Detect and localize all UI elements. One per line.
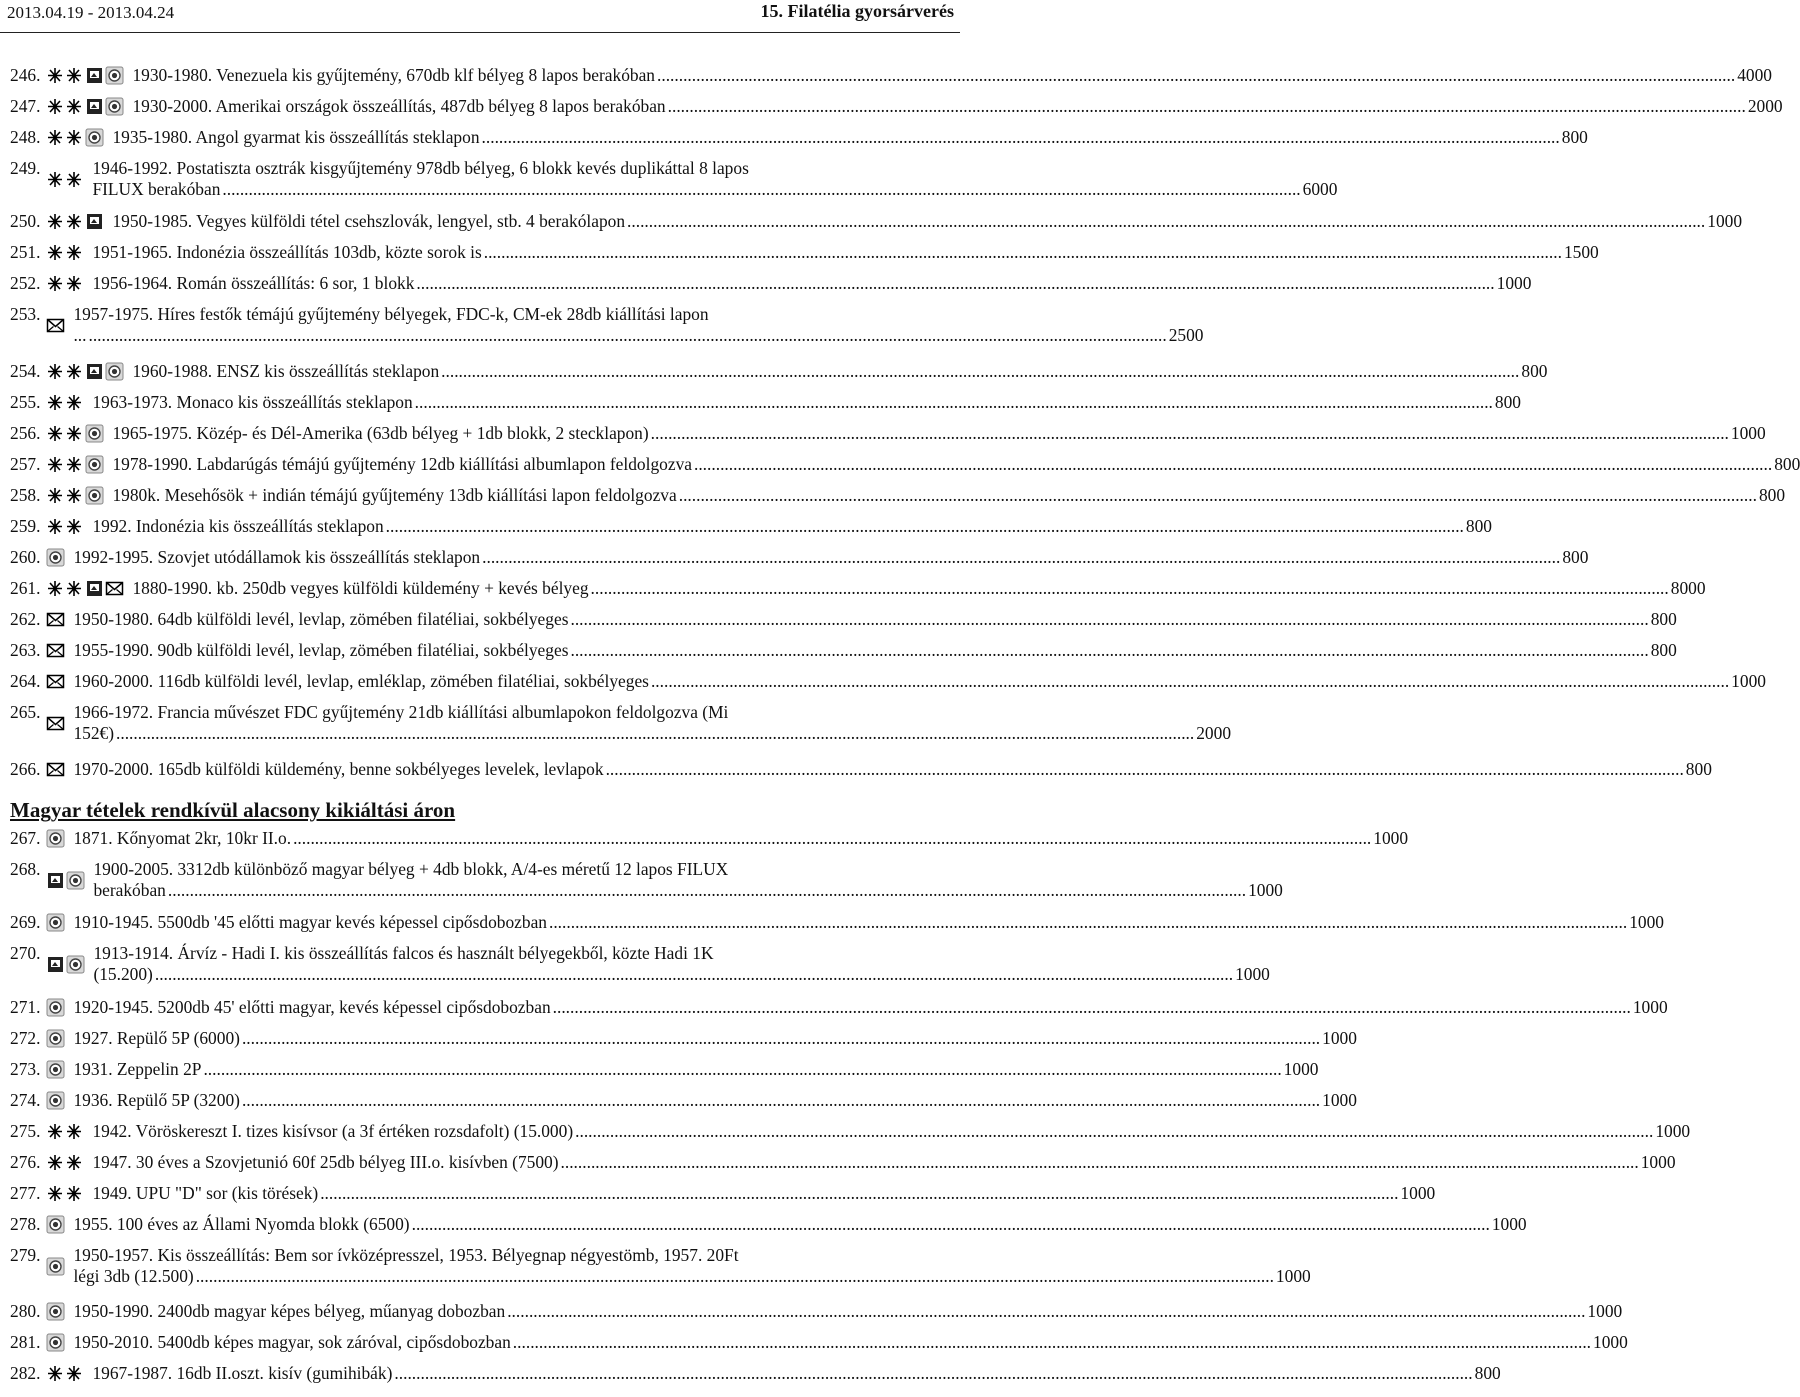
lot-description: 1950-1985. Vegyes külföldi tétel csehszlovák, lengyel, stb. 4 berakólapon	[112, 211, 626, 231]
section-heading: Magyar tételek rendkívül alacsony kikiáltási áron	[10, 798, 456, 822]
hinged-stamp-icon	[85, 212, 104, 231]
lot-number: 270.	[10, 943, 41, 963]
starting-price: 1000	[1593, 1332, 1628, 1352]
dot-leader	[484, 242, 1562, 263]
starting-price: 1000	[1632, 997, 1668, 1017]
dot-leader	[412, 1214, 1490, 1235]
lot-description: 1951-1965. Indonézia összeállítás 103db, közte sorok is	[92, 242, 482, 262]
hinged-stamp-icon	[85, 362, 104, 381]
lot-number: 282.	[10, 1363, 41, 1383]
dot-leader	[293, 828, 1371, 849]
condition-icons	[46, 454, 104, 475]
dot-leader	[570, 640, 1648, 661]
lot-number: 246.	[10, 65, 41, 85]
condition-icons	[46, 127, 104, 148]
lot-item	[10, 1183, 1436, 1204]
lot-description: 1949. UPU "D" sor (kis törések)	[92, 1183, 319, 1203]
mint-stamp-icon	[46, 424, 84, 443]
used-stamp-icon	[46, 1091, 65, 1110]
lot-description: 1980k. Mesehősök + indián témájú gyűjtemény 13db kiállítási lapon feldolgozva	[112, 485, 677, 505]
dot-leader	[168, 880, 1246, 901]
lot-item	[10, 1028, 1357, 1049]
lot-number: 255.	[10, 392, 41, 412]
condition-icons	[46, 1332, 65, 1353]
condition-icons	[46, 1028, 65, 1049]
lot-item	[10, 392, 1521, 413]
dot-leader	[416, 273, 1494, 294]
lot-item	[10, 1332, 1628, 1353]
condition-icons	[46, 547, 65, 568]
cover-envelope-icon	[46, 641, 65, 660]
used-stamp-icon	[46, 829, 65, 848]
starting-price: 1000	[1587, 1301, 1623, 1321]
lot-number: 266.	[10, 759, 41, 779]
condition-icons	[46, 912, 65, 933]
lot-item	[10, 547, 1589, 568]
lot-description: 1965-1975. Közép- és Dél-Amerika (63db bélyeg + 1db blokk, 2 stecklapon)	[112, 423, 649, 443]
lot-item	[10, 702, 1232, 744]
cover-envelope-icon	[46, 760, 65, 779]
dot-leader	[627, 211, 1705, 232]
used-stamp-icon	[105, 362, 124, 381]
lot-item	[10, 859, 1283, 901]
condition-icons	[46, 1183, 84, 1204]
starting-price: 800	[1774, 454, 1800, 474]
used-stamp-icon	[46, 913, 65, 932]
starting-price: 1000	[1322, 1090, 1357, 1110]
mint-stamp-icon	[46, 66, 84, 85]
lot-description: 1967-1987. 16db II.oszt. kisív (gumihibák)	[92, 1363, 393, 1383]
used-stamp-icon	[85, 486, 104, 505]
lot-number: 277.	[10, 1183, 41, 1203]
starting-price: 6000	[1302, 179, 1338, 199]
mint-stamp-icon	[46, 170, 84, 189]
starting-price: 800	[1562, 547, 1589, 567]
used-stamp-icon	[85, 128, 104, 147]
lot-item	[10, 211, 1743, 232]
lot-number: 276.	[10, 1152, 41, 1172]
lot-description: 1936. Repülő 5P (3200)	[73, 1090, 240, 1110]
dot-leader	[553, 997, 1631, 1018]
lot-number: 247.	[10, 96, 41, 116]
used-stamp-icon	[46, 1302, 65, 1321]
lot-number: 269.	[10, 912, 41, 932]
condition-icons	[46, 997, 65, 1018]
condition-icons	[46, 859, 85, 901]
mint-stamp-icon	[46, 243, 84, 262]
starting-price: 1000	[1640, 1152, 1676, 1172]
starting-price: 800	[1650, 609, 1677, 629]
starting-price: 2500	[1168, 325, 1204, 345]
lot-item	[10, 96, 1783, 117]
header-divider	[0, 32, 960, 33]
lot-description: 1950-1957. Kis összeállítás: Bem sor ívközépresszel, 1953. Bélyegnap négyestömb, 1957. 20Ft	[73, 1245, 739, 1265]
mint-stamp-icon	[46, 517, 84, 536]
lot-description: 1930-1980. Venezuela kis gyűjtemény, 670db klf bélyeg 8 lapos berakóban	[132, 65, 655, 85]
lot-description: 1963-1973. Monaco kis összeállítás steklapon	[92, 392, 413, 412]
lot-description: 1950-2010. 5400db képes magyar, sok záróval, cipősdobozban	[73, 1332, 511, 1352]
used-stamp-icon	[46, 1333, 65, 1352]
lot-number: 262.	[10, 609, 41, 629]
lot-number: 272.	[10, 1028, 41, 1048]
starting-price: 800	[1685, 759, 1712, 779]
dot-leader	[575, 1121, 1653, 1142]
lot-description: 1960-1988. ENSZ kis összeállítás steklapon	[132, 361, 440, 381]
starting-price: 1000	[1248, 880, 1283, 900]
starting-price: 1000	[1496, 273, 1532, 293]
lot-item	[10, 127, 1588, 148]
lot-description: FILUX berakóban	[92, 179, 221, 199]
lot-description: 1955-1990. 90db külföldi levél, levlap, zömében filatéliai, sokbélyeges	[73, 640, 569, 660]
condition-icons	[46, 943, 85, 985]
cover-envelope-icon	[46, 316, 65, 335]
lot-number: 252.	[10, 273, 41, 293]
mint-stamp-icon	[46, 274, 84, 293]
starting-price: 800	[1494, 392, 1521, 412]
dot-leader	[242, 1090, 1320, 1111]
lot-item	[10, 912, 1664, 933]
dot-leader	[88, 325, 1166, 346]
lot-item	[10, 671, 1766, 692]
dot-leader	[651, 423, 1729, 444]
mint-stamp-icon	[46, 362, 84, 381]
lot-item	[10, 242, 1599, 263]
hinged-stamp-icon	[85, 66, 104, 85]
mint-stamp-icon	[46, 1153, 84, 1172]
condition-icons	[46, 1059, 65, 1080]
lot-item	[10, 1214, 1527, 1235]
cover-envelope-icon	[46, 714, 65, 733]
lot-item	[10, 454, 1800, 475]
condition-icons	[46, 273, 84, 294]
starting-price: 1000	[1322, 1028, 1357, 1048]
dot-leader	[441, 361, 1519, 382]
lot-description: 1950-1990. 2400db magyar képes bélyeg, műanyag dobozban	[73, 1301, 506, 1321]
starting-price: 1000	[1730, 423, 1766, 443]
lot-number: 261.	[10, 578, 41, 598]
mint-stamp-icon	[46, 1364, 84, 1383]
starting-price: 1000	[1629, 912, 1664, 932]
lot-number: 257.	[10, 454, 41, 474]
lot-description: légi 3db (12.500)	[73, 1266, 194, 1286]
condition-icons	[46, 609, 65, 630]
lot-description: 1946-1992. Postatiszta osztrák kisgyűjtemény 978db bélyeg, 6 blokk kevés duplikáttal 8 lapos	[92, 158, 749, 178]
condition-icons	[46, 1301, 65, 1322]
lot-description: 1956-1964. Román összeállítás: 6 sor, 1 blokk	[92, 273, 415, 293]
lot-item	[10, 578, 1706, 599]
lot-number: 259.	[10, 516, 41, 536]
lot-item	[10, 158, 1338, 200]
lot-description: berakóban	[93, 880, 166, 900]
lot-number: 278.	[10, 1214, 41, 1234]
starting-price: 1000	[1283, 1059, 1319, 1079]
dot-leader	[482, 127, 1560, 148]
condition-icons	[46, 1152, 84, 1173]
lot-item	[10, 609, 1677, 630]
lot-number: 271.	[10, 997, 41, 1017]
lot-number: 274.	[10, 1090, 41, 1110]
lot-description: 1947. 30 éves a Szovjetunió 60f 25db bélyeg III.o. kisívben (7500)	[92, 1152, 559, 1172]
lot-item	[10, 759, 1712, 780]
lot-item	[10, 1121, 1691, 1142]
starting-price: 4000	[1737, 65, 1772, 85]
lot-description: 152€)	[73, 723, 115, 743]
condition-icons	[46, 242, 84, 263]
starting-price: 2000	[1747, 96, 1783, 116]
starting-price: 1000	[1655, 1121, 1691, 1141]
lot-item	[10, 1090, 1357, 1111]
condition-icons	[46, 759, 65, 780]
lot-number: 273.	[10, 1059, 41, 1079]
lot-description: 1927. Repülő 5P (6000)	[73, 1028, 240, 1048]
auction-title: 15. Filatélia gyorsárverés	[760, 1, 954, 21]
lot-number: 254.	[10, 361, 41, 381]
cover-envelope-icon	[105, 579, 124, 598]
lot-item	[10, 361, 1548, 382]
condition-icons	[46, 1363, 84, 1384]
dot-leader	[561, 1152, 1639, 1173]
lot-description: 1992. Indonézia kis összeállítás steklapon	[92, 516, 384, 536]
dot-leader	[651, 671, 1729, 692]
used-stamp-icon	[66, 871, 85, 890]
dot-leader	[196, 1266, 1274, 1287]
lot-number: 268.	[10, 859, 41, 879]
lot-description: 1992-1995. Szovjet utódállamok kis összeállítás steklapon	[73, 547, 481, 567]
lot-number: 264.	[10, 671, 41, 691]
lot-number: 251.	[10, 242, 41, 262]
mint-stamp-icon	[46, 486, 84, 505]
lot-description: 1950-1980. 64db külföldi levél, levlap, zömében filatéliai, sokbélyeges	[73, 609, 569, 629]
lot-description: 1930-2000. Amerikai országok összeállítás, 487db bélyeg 8 lapos berakóban	[132, 96, 666, 116]
lot-description: 1960-2000. 116db külföldi levél, levlap, emléklap, zömében filatéliai, sokbélyeges	[73, 671, 649, 691]
dot-leader	[242, 1028, 1320, 1049]
lot-description: (15.200)	[93, 964, 153, 984]
lot-number: 267.	[10, 828, 41, 848]
lot-description: 1978-1990. Labdarúgás témájú gyűjtemény 12db kiállítási albumlapon feldolgozva	[112, 454, 692, 474]
dot-leader	[320, 1183, 1398, 1204]
lot-number: 260.	[10, 547, 41, 567]
condition-icons	[46, 640, 65, 661]
used-stamp-icon	[46, 1257, 65, 1276]
condition-icons	[46, 702, 65, 744]
condition-icons	[46, 1214, 65, 1235]
hinged-stamp-icon	[46, 955, 65, 974]
dot-leader	[507, 1301, 1585, 1322]
starting-price: 800	[1465, 516, 1492, 536]
dot-leader	[415, 392, 1493, 413]
lot-number: 265.	[10, 702, 41, 722]
condition-icons	[46, 1121, 84, 1142]
dot-leader	[222, 179, 1300, 200]
hinged-stamp-icon	[85, 97, 104, 116]
lot-item	[10, 1301, 1623, 1322]
lot-description: 1910-1945. 5500db '45 előtti magyar kevés képessel cipősdobozban	[73, 912, 547, 932]
lot-item	[10, 485, 1786, 506]
lot-description: ...	[73, 325, 87, 345]
dot-leader	[694, 454, 1772, 475]
lot-item	[10, 1363, 1501, 1384]
lot-number: 280.	[10, 1301, 41, 1321]
lot-item	[10, 1245, 1311, 1287]
lot-item	[10, 65, 1772, 86]
condition-icons	[46, 578, 124, 599]
used-stamp-icon	[105, 66, 124, 85]
lot-item	[10, 943, 1270, 985]
starting-price: 1500	[1563, 242, 1599, 262]
mint-stamp-icon	[46, 455, 84, 474]
mint-stamp-icon	[46, 212, 84, 231]
dot-leader	[482, 547, 1560, 568]
lot-number: 248.	[10, 127, 41, 147]
mint-stamp-icon	[46, 1122, 84, 1141]
starting-price: 800	[1474, 1363, 1501, 1383]
lot-item	[10, 516, 1492, 537]
lot-item	[10, 1152, 1676, 1173]
used-stamp-icon	[105, 97, 124, 116]
lot-description: 1913-1914. Árvíz - Hadi I. kis összeállítás falcos és használt bélyegekből, közte Hadi 1K	[93, 943, 714, 963]
lot-number: 256.	[10, 423, 41, 443]
starting-price: 1000	[1235, 964, 1270, 984]
lot-item	[10, 273, 1532, 294]
condition-icons	[46, 65, 124, 86]
lot-number: 263.	[10, 640, 41, 660]
dot-leader	[386, 516, 1464, 537]
dot-leader	[203, 1059, 1281, 1080]
hinged-stamp-icon	[46, 871, 65, 890]
dot-leader	[679, 485, 1757, 506]
lot-item	[10, 423, 1766, 444]
condition-icons	[46, 96, 124, 117]
lot-description: 1942. Vöröskereszt I. tizes kisívsor (a 3f értéken rozsdafolt) (15.000)	[92, 1121, 574, 1141]
condition-icons	[46, 485, 104, 506]
lot-description: 1957-1975. Híres festők témájú gyűjtemény bélyegek, FDC-k, CM-ek 28db kiállítási lapon	[73, 304, 709, 324]
lot-number: 250.	[10, 211, 41, 231]
starting-price: 800	[1650, 640, 1677, 660]
condition-icons	[46, 211, 104, 232]
condition-icons	[46, 516, 84, 537]
cover-envelope-icon	[46, 672, 65, 691]
condition-icons	[46, 158, 84, 200]
hinged-stamp-icon	[85, 579, 104, 598]
dot-leader	[668, 96, 1746, 117]
lot-number: 258.	[10, 485, 41, 505]
starting-price: 800	[1758, 485, 1786, 505]
condition-icons	[46, 1090, 65, 1111]
used-stamp-icon	[66, 955, 85, 974]
mint-stamp-icon	[46, 579, 84, 598]
mint-stamp-icon	[46, 1184, 84, 1203]
lot-number: 253.	[10, 304, 41, 324]
used-stamp-icon	[46, 1060, 65, 1079]
starting-price: 1000	[1373, 828, 1409, 848]
lot-item	[10, 1059, 1319, 1080]
dot-leader	[513, 1332, 1591, 1353]
lot-description: 1931. Zeppelin 2P	[73, 1059, 202, 1079]
starting-price: 1000	[1707, 211, 1743, 231]
lot-description: 1880-1990. kb. 250db vegyes külföldi küldemény + kevés bélyeg	[132, 578, 589, 598]
starting-price: 1000	[1731, 671, 1766, 691]
cover-envelope-icon	[46, 610, 65, 629]
lot-description: 1871. Kőnyomat 2kr, 10kr II.o.	[73, 828, 292, 848]
condition-icons	[46, 828, 65, 849]
starting-price: 1000	[1400, 1183, 1436, 1203]
starting-price: 8000	[1670, 578, 1706, 598]
condition-icons	[46, 392, 84, 413]
starting-price: 1000	[1275, 1266, 1311, 1286]
lot-description: 1920-1945. 5200db 45' előtti magyar, kevés képessel cipősdobozban	[73, 997, 551, 1017]
lot-item	[10, 828, 1409, 849]
used-stamp-icon	[46, 548, 65, 567]
dot-leader	[657, 65, 1735, 86]
starting-price: 800	[1521, 361, 1548, 381]
page-header	[0, 0, 960, 34]
mint-stamp-icon	[46, 97, 84, 116]
condition-icons	[46, 361, 124, 382]
lot-item	[10, 304, 1204, 346]
dot-leader	[155, 964, 1233, 985]
dot-leader	[549, 912, 1627, 933]
lot-number: 275.	[10, 1121, 41, 1141]
starting-price: 2000	[1196, 723, 1232, 743]
dot-leader	[394, 1363, 1472, 1384]
lot-description: 1955. 100 éves az Állami Nyomda blokk (6500)	[73, 1214, 410, 1234]
mint-stamp-icon	[46, 128, 84, 147]
condition-icons	[46, 304, 65, 346]
condition-icons	[46, 671, 65, 692]
lot-description: 1966-1972. Francia művészet FDC gyűjtemény 21db kiállítási albumlapokon feldolgozva (Mi	[73, 702, 729, 722]
lot-description: 1970-2000. 165db külföldi küldemény, benne sokbélyeges levelek, levlapok	[73, 759, 604, 779]
used-stamp-icon	[46, 1029, 65, 1048]
mint-stamp-icon	[46, 393, 84, 412]
lot-description: 1935-1980. Angol gyarmat kis összeállítás steklapon	[112, 127, 480, 147]
lot-number: 279.	[10, 1245, 41, 1265]
lot-number: 281.	[10, 1332, 41, 1352]
lot-number: 249.	[10, 158, 41, 178]
starting-price: 1000	[1491, 1214, 1527, 1234]
dot-leader	[591, 578, 1669, 599]
lot-item	[10, 640, 1677, 661]
dot-leader	[570, 609, 1648, 630]
used-stamp-icon	[85, 455, 104, 474]
used-stamp-icon	[46, 1215, 65, 1234]
starting-price: 800	[1561, 127, 1588, 147]
condition-icons	[46, 423, 104, 444]
used-stamp-icon	[85, 424, 104, 443]
lot-item	[10, 997, 1668, 1018]
dot-leader	[116, 723, 1194, 744]
lot-description: 1900-2005. 3312db különböző magyar bélyeg + 4db blokk, A/4-es méretű 12 lapos FILUX	[93, 859, 729, 879]
dot-leader	[606, 759, 1684, 780]
date-range: 2013.04.19 - 2013.04.24	[7, 3, 175, 22]
condition-icons	[46, 1245, 65, 1287]
used-stamp-icon	[46, 998, 65, 1017]
